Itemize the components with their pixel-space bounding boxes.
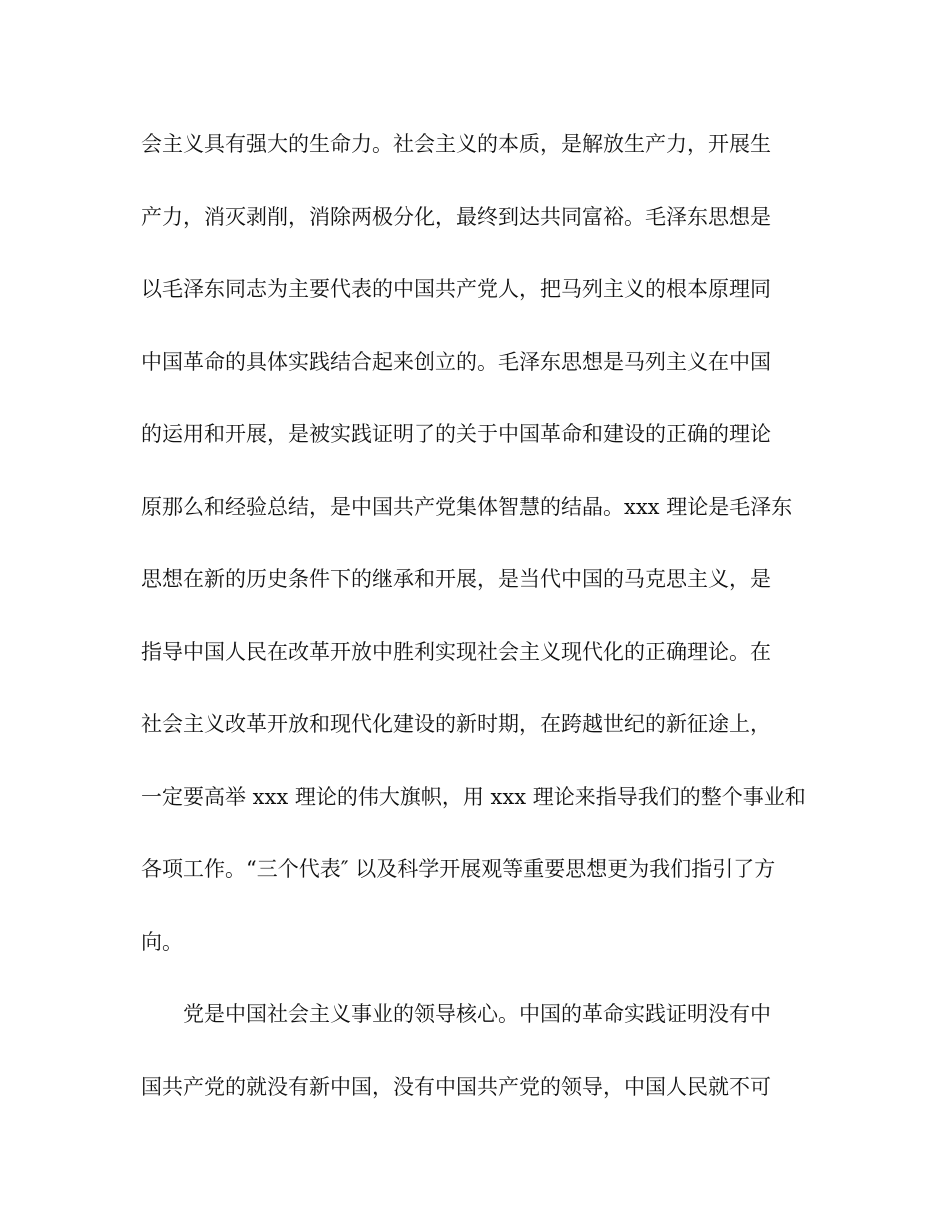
text-line: 国共产党的就没有新中国，没有中国共产党的领导，中国人民就不可 bbox=[141, 1074, 771, 1099]
text-line: 各项工作。“三个代表″ 以及科学开展观等重要思想更为我们指引了方 bbox=[141, 857, 776, 881]
text-line: 会主义具有强大的生命力。社会主义的本质，是解放生产力，开展生 bbox=[141, 132, 771, 156]
text-line: 社会主义改革开放和现代化建设的新时期，在跨越世纪的新征途上， bbox=[141, 712, 771, 736]
text-line: 向。 bbox=[141, 929, 183, 954]
text-line: 产力，消灭剥削，消除两极分化，最终到达共同富裕。毛泽东思想是 bbox=[141, 204, 771, 229]
text-line: 思想在新的历史条件下的继承和开展，是当代中国的马克思主义，是 bbox=[141, 567, 771, 591]
text-line: 原那么和经验总结，是中国共产党集体智慧的结晶。xxx 理论是毛泽东 bbox=[141, 494, 793, 519]
text-line: 一定要高举 xxx 理论的伟大旗帜，用 xxx 理论来指导我们的整个事业和 bbox=[141, 784, 806, 809]
document-body bbox=[141, 121, 831, 1136]
text-line: 的运用和开展，是被实践证明了的关于中国革命和建设的正确的理论 bbox=[141, 422, 771, 446]
paragraph-1 bbox=[141, 121, 831, 991]
text-line: 中国革命的具体实践结合起来创立的。毛泽东思想是马列主义在中国 bbox=[141, 349, 771, 374]
text-line: 党是中国社会主义事业的领导核心。中国的革命实践证明没有中 bbox=[183, 1002, 771, 1026]
text-line: 以毛泽东同志为主要代表的中国共产党人，把马列主义的根本原理同 bbox=[141, 277, 771, 301]
paragraph-2 bbox=[141, 991, 831, 1136]
text-line: 指导中国人民在改革开放中胜利实现社会主义现代化的正确理论。在 bbox=[141, 639, 771, 664]
